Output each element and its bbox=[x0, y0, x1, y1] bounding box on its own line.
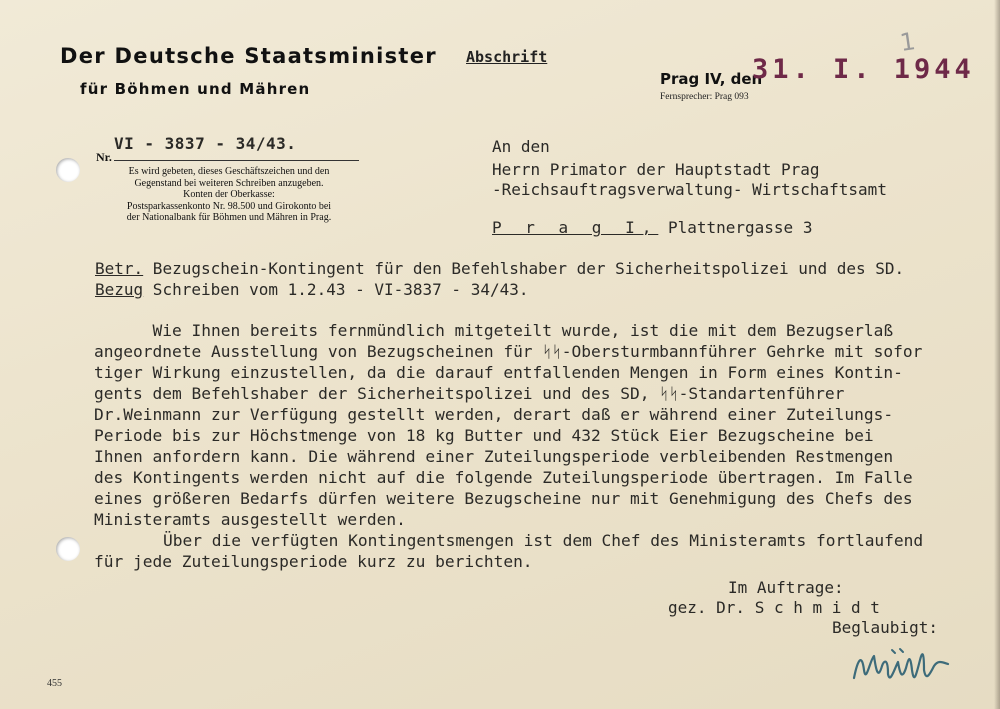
recipient-line-2: Herrn Primator der Hauptstadt Prag bbox=[492, 160, 820, 179]
reference-line bbox=[95, 280, 528, 299]
ministry-title: Der Deutsche Staatsminister bbox=[60, 44, 437, 68]
body-line: gents dem Befehlshaber der Sicherheitspolizei und des SD, ᛋᛋ-Standartenführer bbox=[94, 384, 845, 403]
closing-certified: Beglaubigt: bbox=[832, 618, 938, 637]
recipient-address bbox=[492, 218, 812, 237]
reference-notice bbox=[92, 166, 366, 224]
body-line: tiger Wirkung einzustellen, da die darauf entfallenden Mengen in Form eines Kontin- bbox=[94, 363, 903, 382]
body-line: Dr.Weinmann zur Verfügung gestellt werden, derart daß er während einer Zuteilungs- bbox=[94, 405, 894, 424]
body-line: Periode bis zur Höchstmenge von 18 kg Butter und 432 Stück Eier Bezugscheine bei bbox=[94, 426, 874, 445]
body-line: Wie Ihnen bereits fernmündlich mitgeteilt wurde, ist die mit dem Bezugserlaß bbox=[94, 321, 894, 340]
place-label: Prag IV, den bbox=[660, 70, 763, 88]
notice-line: Konten der Oberkasse: bbox=[183, 189, 275, 200]
punch-hole-top bbox=[56, 158, 80, 182]
body-line: eines größeren Bedarfs dürfen weitere Bezugscheine nur mit Genehmigung des Chefs des bbox=[94, 489, 913, 508]
closing-signer: gez. Dr. S c h m i d t bbox=[668, 598, 880, 617]
body-line: angeordnete Ausstellung von Bezugscheinen für ᛋᛋ-Obersturmbannführer Gehrke mit sofor bbox=[94, 342, 923, 361]
body-line: Ministeramts ausgestellt werden. bbox=[94, 510, 406, 529]
body-line: Ihnen anfordern kann. Die während einer Zuteilungsperiode verbleibenden Restmengen bbox=[94, 447, 894, 466]
subject-text: Bezugschein-Kontingent für den Befehlshaber der Sicherheitspolizei und des SD. bbox=[143, 259, 905, 278]
body-line: für jede Zuteilungsperiode kurz zu berichten. bbox=[94, 552, 533, 571]
closing-auftrag: Im Auftrage: bbox=[728, 578, 844, 597]
archive-annotation: 1 bbox=[898, 27, 918, 57]
recipient-street: Plattnergasse 3 bbox=[658, 218, 813, 237]
signature-strokes-icon bbox=[848, 640, 958, 696]
page-number: 455 bbox=[47, 678, 62, 689]
notice-line: Gegenstand bei weiteren Schreiben anzugeben. bbox=[134, 177, 324, 189]
handwritten-signature bbox=[848, 640, 958, 696]
reference-line-text: Schreiben vom 1.2.43 - VI-3837 - 34/43. bbox=[143, 280, 529, 299]
ministry-subtitle: für Böhmen und Mähren bbox=[80, 80, 311, 98]
body-line: Über die verfügten Kontingentsmengen ist dem Chef des Ministeramts fortlaufend bbox=[163, 531, 924, 550]
reference-underline bbox=[114, 160, 359, 161]
subject-label: Betr. bbox=[95, 259, 144, 278]
recipient-city: P r a g I, bbox=[492, 218, 659, 237]
body-line: des Kontingents werden nicht auf die folgende Zuteilungsperiode übertragen. Im Falle bbox=[94, 468, 913, 487]
notice-line: Postsparkassenkonto Nr. 98.500 und Girokonto bei bbox=[126, 200, 332, 212]
date-stamp: 31. I. 1944 bbox=[752, 54, 975, 85]
notice-line: der Nationalbank für Böhmen und Mähren in Prag. bbox=[126, 212, 332, 223]
recipient-line-3: -Reichsauftragsverwaltung- Wirtschaftsamt bbox=[492, 180, 887, 199]
reference-label: Nr. bbox=[96, 150, 112, 164]
copy-label: Abschrift bbox=[466, 48, 548, 66]
paper-edge-shadow bbox=[994, 0, 1000, 709]
recipient-line-1: An den bbox=[492, 137, 550, 156]
punch-hole-bottom bbox=[56, 537, 80, 561]
reference-line-label: Bezug bbox=[95, 280, 144, 299]
subject-line bbox=[95, 259, 904, 278]
reference-number: VI - 3837 - 34/43. bbox=[114, 134, 297, 153]
notice-line: Es wird gebeten, dieses Geschäftszeichen und den bbox=[128, 166, 330, 177]
phone-line: Fernsprecher: Prag 093 bbox=[660, 92, 749, 102]
